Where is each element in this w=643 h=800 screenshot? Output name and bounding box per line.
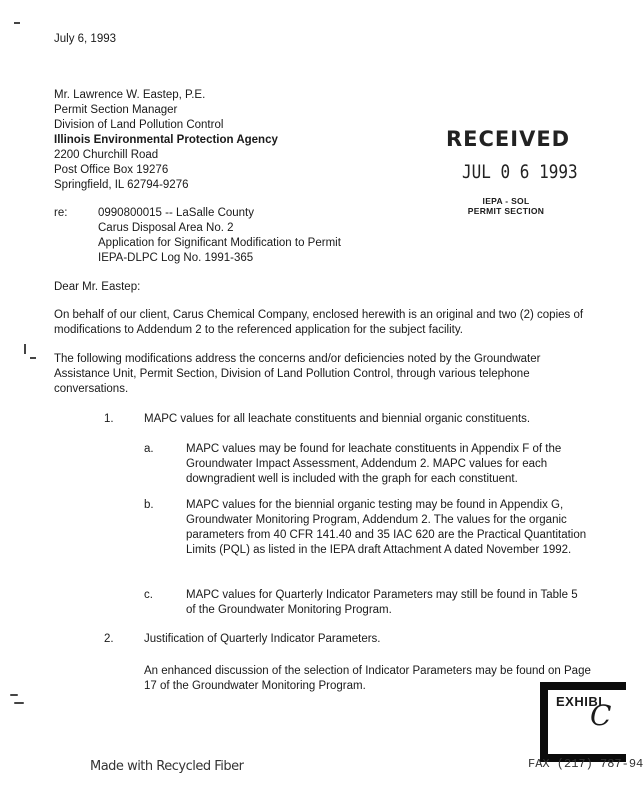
subitem-letter: b. <box>144 499 154 511</box>
exhibit-letter: C <box>590 699 612 732</box>
address-line: Division of Land Pollution Control <box>54 119 224 131</box>
exhibit-label: EXHIBI <box>556 694 603 709</box>
stamp-section <box>456 196 556 216</box>
re-line: IEPA-DLPC Log No. 1991-365 <box>98 252 254 264</box>
subitem-letter: a. <box>144 443 154 455</box>
margin-mark <box>14 702 24 704</box>
exhibit-sticker <box>540 682 626 762</box>
margin-mark <box>30 357 36 359</box>
subitem-text: MAPC values for the biennial organic testing may be found in Appendix G, Groundwater Monitoring Program, Addendum 2. The values for the organic parameters from 40 CFR 141.40 and 35 IAC 620 are the Practical Quantitation Limits (PQL) as listed in the IEPA draft Attachment A dated November 1992. <box>186 499 587 556</box>
address-line: Permit Section Manager <box>54 104 178 116</box>
item-heading: MAPC values for all leachate constituents and biennial organic constituents. <box>144 413 531 425</box>
paragraph: The following modifications address the concerns and/or deficiencies noted by the Groundwater Assistance Unit, Permit Section, Division of Land Pollution Control, through various telephone conversations. <box>54 353 541 395</box>
address-line: 2200 Churchill Road <box>54 149 159 161</box>
item-number: 2. <box>104 633 114 645</box>
item-number: 1. <box>104 413 114 425</box>
subitem-text: MAPC values for Quarterly Indicator Parameters may still be found in Table 5 of the Groundwater Monitoring Program. <box>186 589 578 616</box>
address-line: Springfield, IL 62794-9276 <box>54 179 189 191</box>
address-line: Illinois Environmental Protection Agency <box>54 134 278 146</box>
recipient-address <box>54 88 278 193</box>
address-line: Post Office Box 19276 <box>54 164 169 176</box>
item-paragraph: An enhanced discussion of the selection of Indicator Parameters may be found on Page 17 of the Groundwater Monitoring Program. <box>144 665 591 692</box>
subitem-letter: c. <box>144 589 153 601</box>
stamp-line: PERMIT SECTION <box>467 206 545 216</box>
subitem-text: MAPC values may be found for leachate constituents in Appendix F of the Groundwater Impact Assessment, Addendum 2. MAPC values for each downgradient well is included with the graph for each constituent. <box>186 443 562 485</box>
re-line: Application for Significant Modification to Permit <box>98 237 341 249</box>
recycled-fiber-note: Made with Recycled Fiber <box>90 759 244 774</box>
re-line: 0990800015 -- LaSalle County <box>98 207 255 219</box>
stamp-received: RECEIVED <box>446 127 571 151</box>
exhibit-label-area <box>548 690 626 754</box>
salutation: Dear Mr. Eastep: <box>54 281 141 293</box>
margin-mark <box>24 344 26 354</box>
re-line: Carus Disposal Area No. 2 <box>98 222 234 234</box>
paragraph: On behalf of our client, Carus Chemical Company, enclosed herewith is an original and two (2) copies of modifications to Addendum 2 to the referenced application for the subject facility. <box>54 309 584 336</box>
item-heading: Justification of Quarterly Indicator Parameters. <box>144 633 381 645</box>
letter-date: July 6, 1993 <box>54 33 117 45</box>
address-line: Mr. Lawrence W. Eastep, P.E. <box>54 89 206 101</box>
re-block <box>98 206 341 266</box>
re-label: re: <box>54 207 68 219</box>
margin-mark <box>14 22 20 24</box>
fax-number: FAX (217) 787-94 <box>528 757 643 771</box>
stamp-date: JUL 0 6 1993 <box>462 160 578 183</box>
stamp-line: IEPA - SOL <box>482 196 530 206</box>
margin-mark <box>10 694 18 696</box>
